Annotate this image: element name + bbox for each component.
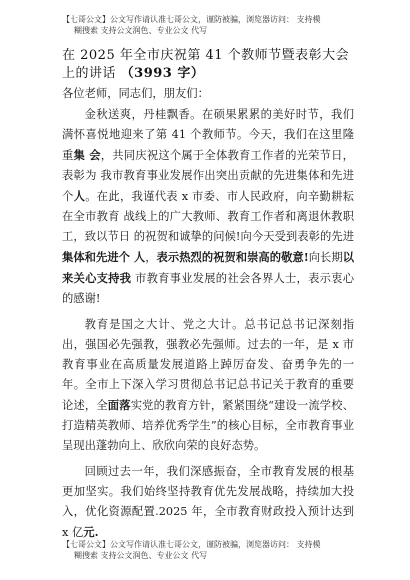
p1-text: ，共同庆祝这个属于全体教育工作者的光荣节日，表彰为 我市教育事业发展作出突出贡献的先进集体和先进个 bbox=[62, 149, 354, 203]
p1-text: 金秋送爽，丹桂飘香。在硕果累累的美好时节，我们满怀喜悦地迎来了第 41 个教师节。今天，我们在这里隆重 bbox=[62, 108, 354, 162]
p1-text: 。在此，我谨代表 x 市委、市人民政府，向辛勤耕耘在全市教育 战线上的广大教师、教育工作者和离退休教职工，致以节日 的祝贺和诚挚的问候!向今天受到表彰的先进 bbox=[62, 190, 354, 243]
footer-notice-line2: 糊搜索 支持公文润色、专业公文 代写 bbox=[74, 551, 208, 560]
p2-text: 教育是国之大计、党之大计。总书记总书记深刻指出，强国必先强教，强教必先强师。过去的一年，是 x 市教育事业在高质量发展道路上踔厉奋发、奋勇争先的一年。全市上下深入学习贯彻总书记总书记关于教育的重要论述，全 bbox=[62, 318, 354, 412]
document-title bbox=[62, 47, 362, 83]
footer-notice bbox=[62, 539, 362, 561]
header-notice bbox=[62, 14, 362, 36]
p1-bold-text: 人 bbox=[73, 189, 86, 203]
title-word-count: （3993 字） bbox=[120, 66, 205, 81]
paragraph-1 bbox=[62, 105, 354, 309]
p3-text: 回顾过去一年，我们深感振奋，全市教育发展的根基更加坚实。我们始终坚持教育优先发展战略，持续加大投入，优化资源配置.2025 年，全市教育财政投入预计达到 x 亿 bbox=[62, 465, 354, 539]
footer-notice-line1: 【七哥公文】公文写作请认准七哥公文，谨防被骗，浏览器访问： 支持模 bbox=[62, 540, 321, 549]
p1-text: 市教育事业发展的社会各界人士，表示衷心的感谢! bbox=[62, 272, 354, 305]
paragraph-2 bbox=[62, 315, 354, 456]
p1-bold-text: 表示热烈的祝贺和崇高的敬意! bbox=[156, 250, 309, 264]
p2-bold-text: 面落 bbox=[107, 398, 131, 412]
p1-text: 向长期 bbox=[308, 251, 343, 264]
header-notice-line1: 【七哥公文】公文写作请认准七哥公文，谨防被骗，浏览器访问： 支持模 bbox=[62, 15, 321, 24]
p1-bold-text: 集体和先进个 人 bbox=[62, 250, 146, 264]
greeting: 各位老师，同志们，朋友们： bbox=[62, 87, 209, 100]
paragraph-3 bbox=[62, 462, 354, 543]
document-body bbox=[62, 84, 354, 543]
p1-bold-text: 以来关心支持我 bbox=[62, 250, 354, 285]
p2-text: 实党的教育方针，紧紧围绕“建设一流学校、打造精英教师、培养优秀学生”的核心目标，全市教育事业呈现出蓬勃向上、欣欣向荣的良好态势。 bbox=[62, 399, 354, 452]
p3-bold-text: 元. bbox=[83, 525, 99, 539]
header-notice-line2: 糊搜索 支持公文润色、专业公文 代写 bbox=[74, 26, 208, 35]
title-text: 在 2025 年全市庆祝第 41 个教师节暨表彰大会上的讲话 bbox=[62, 48, 350, 81]
p1-text: ， bbox=[145, 251, 157, 264]
p1-bold-text: 集 会 bbox=[73, 148, 101, 162]
